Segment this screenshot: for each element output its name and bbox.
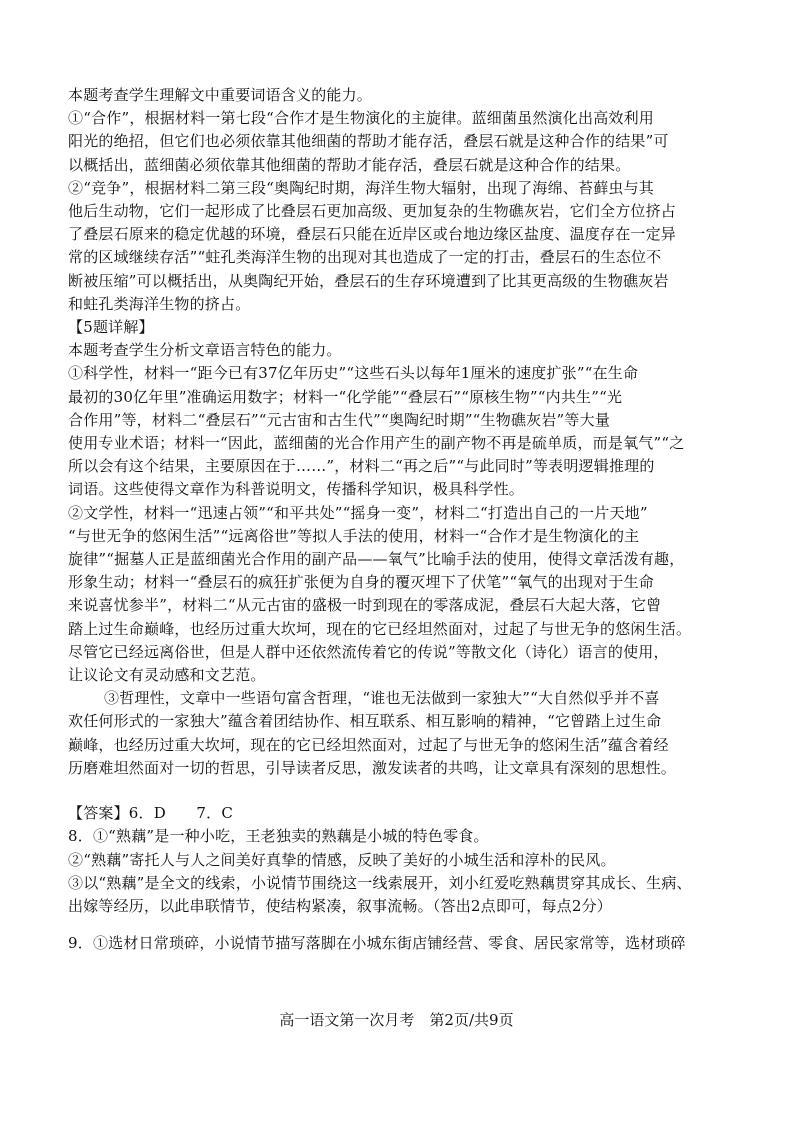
text-line: ①“合作”，根据材料一第七段“合作才是生物演化的主旋律。蓝细菌虽然演化出高效利用 — [68, 109, 655, 128]
text-line: 尽管它已经远离俗世，但是人群中还依然流传着它的传说”等散文化（诗化）语言的使用， — [68, 642, 669, 661]
text-line: 断被压缩”可以概括出，从奥陶纪开始，叠层石的生存环境遭到了比其更高级的生物礁灰岩 — [68, 271, 669, 290]
text-line: 9．①选材日常琐碎，小说情节描写落脚在小城东街店铺经营、零食、居民家常等，选材琐碎 — [68, 934, 686, 953]
text-line: 形象生动；材料一“叠层石的疯狂扩张便为自身的覆灭埋下了伏笔”“氧气的出现对于生命 — [68, 573, 655, 592]
section-heading: 【5题详解】 — [68, 318, 154, 337]
text-line: 欢任何形式的一家独大”蕴含着团结协作、相互联系、相互影响的精神，“它曾踏上过生命 — [68, 712, 662, 731]
text-line: 所以会有这个结果，主要原因在于……”，材料二“再之后”“与此同时”等表明逻辑推理的 — [68, 457, 655, 476]
text-line: 踏上过生命巅峰，也经历过重大坎坷，现在的它已经坦然面对，过起了与世无争的悠闲生活。 — [68, 619, 692, 638]
text-line: 来说喜忧参半”，材料二“从元古宙的盛极一时到现在的零落成泥，叠层石大起大落，它曾 — [68, 596, 662, 615]
text-line: ②“竞争”，根据材料二第三段“奥陶纪时期，海洋生物大辐射，出现了海绵、苔藓虫与其 — [68, 178, 655, 197]
spacer — [68, 918, 733, 932]
section-question-9 — [68, 932, 733, 955]
text-line: 旋律”“掘墓人正是蓝细菌光合作用的副产品——氧气”比喻手法的使用，使得文章活泼有趣， — [68, 550, 685, 569]
text-line: 合作用”等，材料二“叠层石”“元古宙和古生代”“奥陶纪时期”“生物礁灰岩”等大量 — [68, 410, 611, 429]
text-line: “与世无争的悠闲生活”“远离俗世”等拟人手法的使用，材料一“合作才是生物演化的主 — [68, 526, 640, 545]
page-footer: 高一语文第一次月考 第2页/共9页 — [279, 1011, 514, 1029]
answer-line: 【答案】6．D 7．C — [68, 804, 233, 823]
text-line: ②“熟藕”寄托人与人之间美好真挚的情感，反映了美好的小城生活和淳朴的民风。 — [68, 850, 616, 869]
text-line: 和蛀孔类海洋生物的挤占。 — [68, 294, 251, 313]
text-line: 巅峰，也经历过重大坎坷，现在的它已经坦然面对，过起了与世无争的悠闲生活”蕴含着经 — [68, 735, 669, 754]
text-line: 最初的30亿年里”准确运用数字；材料一“化学能”“叠层石”“原核生物”“内共生”“光 — [68, 387, 623, 406]
section-word-meaning — [68, 84, 733, 687]
text-line: 使用专业术语；材料一“因此，蓝细菌的光合作用产生的副产物不再是硫单质，而是氧气”“之 — [68, 434, 685, 453]
page-content — [68, 84, 733, 955]
text-line: ①科学性，材料一“距今已有37亿年历史”“这些石头以每年1厘米的速度扩张”“在生命 — [68, 364, 639, 383]
text-line: 他后生动物，它们一起形成了比叠层石更加高级、更加复杂的生物礁灰岩，它们全方位挤占 — [68, 202, 677, 221]
text-line: 本题考查学生分析文章语言特色的能力。 — [68, 341, 342, 360]
text-line: 8．①“熟藕”是一种小吃，王老独卖的熟藕是小城的特色零食。 — [68, 827, 489, 846]
text-line: 出嫁等经历，以此串联情节，使结构紧凑，叙事流畅。（答出2点即可，每点2分） — [68, 896, 612, 915]
text-line: 了叠层石原来的稳定优越的环境，叠层石只能在近岸区或台地边缘区盐度、温度存在一定异 — [68, 225, 677, 244]
text-line: 让议论文有灵动感和文艺范。 — [68, 666, 266, 685]
section-answers — [68, 802, 733, 918]
text-line: 词语。这些使得文章作为科普说明文，传播科学知识，极具科学性。 — [68, 480, 525, 499]
text-line: 阳光的绝招，但它们也必须依靠其他细菌的帮助才能存活，叠层石就是这种合作的结果”可 — [68, 132, 669, 151]
section-philosophy — [68, 687, 733, 780]
text-line: 历磨难坦然面对一切的哲思，引导读者反思，激发读者的共鸣，让文章具有深刻的思想性。 — [68, 758, 677, 777]
text-line: 以概括出，蓝细菌必须依靠其他细菌的帮助才能存活，叠层石就是这种合作的结果。 — [68, 155, 631, 174]
text-line: ②文学性，材料一“迅速占领”“和平共处”“摇身一变”，材料二“打造出自己的一片天地” — [68, 503, 648, 522]
text-line: 本题考查学生理解文中重要词语含义的能力。 — [68, 86, 373, 104]
text-line: 常的区域继续存活”“蛀孔类海洋生物的出现对其也造成了一定的打击，叠层石的生态位不 — [68, 248, 662, 267]
text-line: ③哲理性，文章中一些语句富含哲理，“谁也无法做到一家独大”“大自然似乎并不喜 — [104, 689, 660, 708]
spacer — [68, 780, 733, 802]
text-line: ③以“熟藕”是全文的线索，小说情节围绕这一线索展开，刘小红爱吃熟藕贯穿其成长、生病、 — [68, 873, 692, 892]
